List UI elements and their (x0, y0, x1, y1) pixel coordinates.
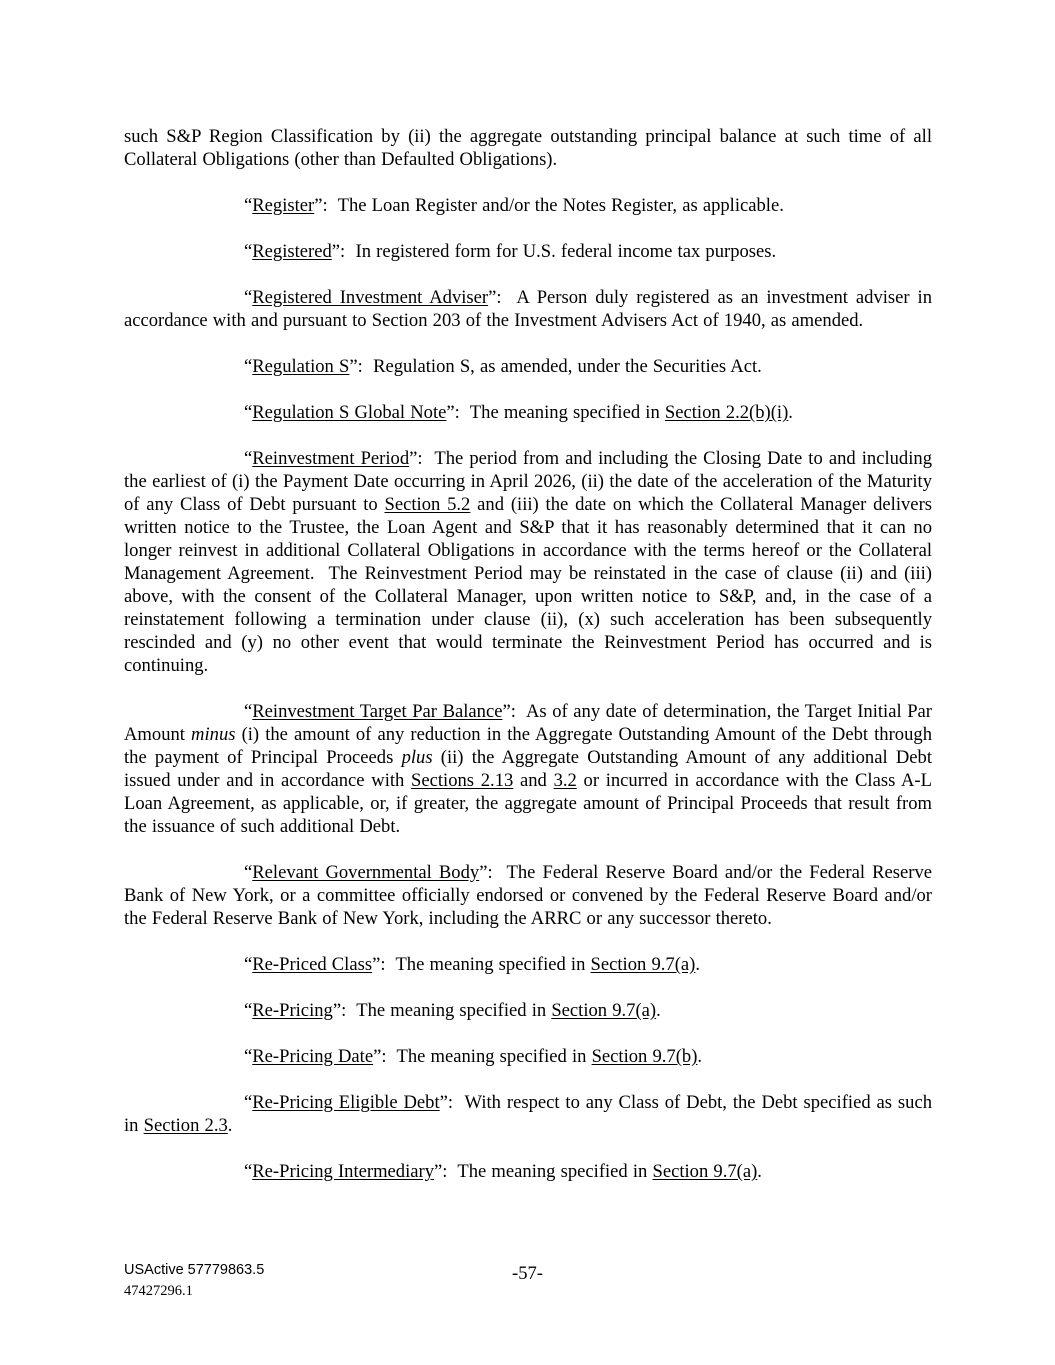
text-run: or incurred in accordance with the Class A-L Loan Agreement, as applicable, or, if greater, the aggregate amount of Principal Proceeds that result from the issuance of such additional Debt. (124, 770, 932, 837)
paragraph (124, 355, 932, 378)
paragraph (124, 447, 932, 677)
section-reference: Section 9.7(a) (551, 1000, 657, 1021)
defined-term: Reinvestment Period (252, 448, 410, 469)
section-reference: Section 9.7(b) (591, 1046, 698, 1067)
paragraph (124, 999, 932, 1022)
text-run: ”: The meaning specified in (372, 954, 591, 975)
paragraph (124, 194, 932, 217)
paragraph (124, 125, 932, 171)
section-reference: 3.2 (553, 770, 577, 791)
text-run: . (695, 954, 701, 975)
text-run: “ (244, 241, 253, 262)
paragraph (124, 1045, 932, 1068)
text-run: ”: The Federal Reserve Board and/or the Federal Reserve Bank of New York, or a committee officially endorsed or convened by the Federal Reserve Board and/or the Federal Reserve Bank of New York, including the ARRC or any successor thereto. (124, 862, 932, 929)
text-run: . (697, 1046, 703, 1067)
text-run: “ (244, 195, 253, 216)
text-run: “ (244, 862, 253, 883)
defined-term: Registered Investment Adviser (252, 287, 489, 308)
section-reference: Sections 2.13 (411, 770, 514, 791)
text-run: ”: A Person duly registered as an investment adviser in accordance with and pursuant to Section 203 of the Investment Advisers Act of 1940, as amended. (124, 287, 932, 331)
section-reference: Section 5.2 (384, 494, 471, 515)
defined-term: Regulation S Global Note (252, 402, 447, 423)
text-run: “ (244, 1161, 253, 1182)
text-run: “ (244, 954, 253, 975)
text-run: ”: The meaning specified in (373, 1046, 592, 1067)
text-run: “ (244, 1092, 253, 1113)
defined-term: Re-Pricing Date (252, 1046, 374, 1067)
paragraph (124, 401, 932, 424)
text-run: “ (244, 356, 253, 377)
page-number: -57- (512, 1263, 543, 1284)
text-run: (ii) the Aggregate Outstanding Amount of any additional Debt issued under and in accordance with (124, 747, 932, 791)
paragraph (124, 953, 932, 976)
text-run: ”: With respect to any Class of Debt, the Debt specified as such in (124, 1092, 932, 1136)
italic-term: minus (191, 724, 236, 745)
text-run: ”: The period from and including the Closing Date to and including the earliest of (i) the Payment Date occurring in April 2026, (ii) the date of the acceleration of the Maturity of any Class of Debt pursuant to (124, 448, 932, 515)
section-reference: Section 2.3 (143, 1115, 228, 1136)
text-run: “ (244, 448, 253, 469)
defined-term: Regulation S (252, 356, 350, 377)
section-reference: Section 2.2(b)(i) (664, 402, 789, 423)
defined-term: Relevant Governmental Body (252, 862, 480, 883)
text-run: “ (244, 402, 253, 423)
text-run: . (656, 1000, 661, 1021)
section-reference: Section 9.7(a) (590, 954, 696, 975)
text-run: (i) the amount of any reduction in the Aggregate Outstanding Amount of the Debt through the payment of Principal Proceeds (124, 724, 932, 768)
text-run: . (757, 1161, 762, 1182)
text-run: ”: The meaning specified in (434, 1161, 653, 1182)
paragraph (124, 240, 932, 263)
text-run: ”: In registered form for U.S. federal income tax purposes. (331, 241, 777, 262)
text-run: ”: The meaning specified in (446, 402, 665, 423)
defined-term: Reinvestment Target Par Balance (252, 701, 503, 722)
paragraph (124, 700, 932, 838)
defined-term: Re-Pricing Intermediary (252, 1161, 434, 1182)
defined-term: Registered (252, 241, 332, 262)
document-body (124, 125, 932, 1206)
defined-term: Re-Priced Class (252, 954, 373, 975)
text-run: ”: The meaning specified in (332, 1000, 552, 1021)
text-run: . (788, 402, 793, 423)
defined-term: Re-Pricing Eligible Debt (252, 1092, 440, 1113)
text-run: ”: The Loan Register and/or the Notes Register, as applicable. (314, 195, 784, 216)
text-run: . (227, 1115, 233, 1136)
text-run: “ (244, 1046, 253, 1067)
defined-term: Re-Pricing (252, 1000, 333, 1021)
text-run: ”: Regulation S, as amended, under the Securities Act. (349, 356, 762, 377)
text-run: “ (244, 1000, 253, 1021)
section-reference: Section 9.7(a) (652, 1161, 758, 1182)
paragraph (124, 861, 932, 930)
defined-term: Register (252, 195, 315, 216)
text-run: and (513, 770, 554, 791)
paragraph (124, 286, 932, 332)
text-run: such S&P Region Classification by (ii) the aggregate outstanding principal balance at such time of all Collateral Obligations (other than Defaulted Obligations). (124, 126, 932, 170)
text-run: “ (244, 701, 253, 722)
text-run: and (iii) the date on which the Collateral Manager delivers written notice to the Trustee, the Loan Agent and S&P that it has reasonably determined that it can no longer reinvest in additional Collateral Obligations in accordance with the terms hereof or the Collateral Management Agreement. The Reinvestment Period may be reinstated in the case of clause (ii) and (iii) above, with the consent of the Collateral Manager, upon written notice to S&P, and, in the case of a reinstatement following a termination under clause (ii), (x) such acceleration has been subsequently rescinded and (y) no other event that would terminate the Reinvestment Period has occurred and is continuing. (124, 494, 932, 676)
footer-doc-id-primary: USActive 57779863.5 (124, 1262, 265, 1278)
paragraph (124, 1160, 932, 1183)
paragraph (124, 1091, 932, 1137)
text-run: ”: As of any date of determination, the Target Initial Par Amount (124, 701, 932, 745)
text-run: “ (244, 287, 253, 308)
footer-doc-id-secondary: 47427296.1 (124, 1283, 193, 1299)
italic-term: plus (401, 747, 433, 768)
